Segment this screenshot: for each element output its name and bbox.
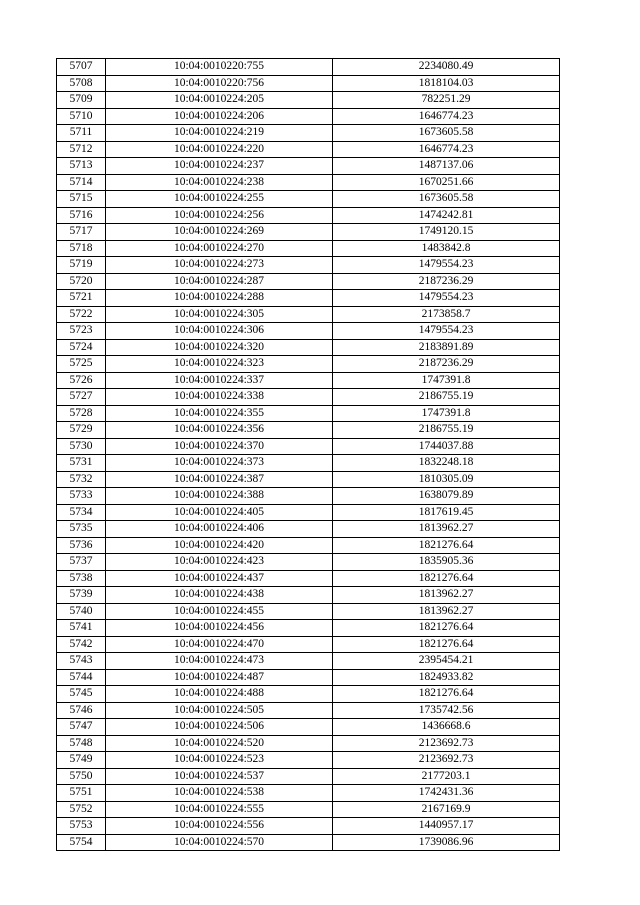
cadastral-number-cell: 10:04:0010224:506 bbox=[106, 719, 333, 736]
row-number-cell: 5743 bbox=[57, 653, 106, 670]
value-cell: 1479554.23 bbox=[333, 257, 560, 274]
table-row bbox=[57, 735, 560, 752]
value-cell: 1646774.23 bbox=[333, 141, 560, 158]
cadastral-number-cell: 10:04:0010224:205 bbox=[106, 92, 333, 109]
table-row bbox=[57, 455, 560, 472]
value-cell: 1824933.82 bbox=[333, 669, 560, 686]
cadastral-number-cell: 10:04:0010224:370 bbox=[106, 438, 333, 455]
row-number-cell: 5744 bbox=[57, 669, 106, 686]
row-number-cell: 5754 bbox=[57, 834, 106, 851]
table-row bbox=[57, 59, 560, 76]
cadastral-number-cell: 10:04:0010224:455 bbox=[106, 603, 333, 620]
row-number-cell: 5737 bbox=[57, 554, 106, 571]
table-row bbox=[57, 207, 560, 224]
cadastral-number-cell: 10:04:0010224:420 bbox=[106, 537, 333, 554]
row-number-cell: 5710 bbox=[57, 108, 106, 125]
row-number-cell: 5713 bbox=[57, 158, 106, 175]
table-row bbox=[57, 768, 560, 785]
table-row bbox=[57, 818, 560, 835]
value-cell: 1821276.64 bbox=[333, 620, 560, 637]
data-table bbox=[56, 58, 560, 851]
cadastral-number-cell: 10:04:0010224:323 bbox=[106, 356, 333, 373]
row-number-cell: 5728 bbox=[57, 405, 106, 422]
table-row bbox=[57, 224, 560, 241]
value-cell: 1440957.17 bbox=[333, 818, 560, 835]
value-cell: 1670251.66 bbox=[333, 174, 560, 191]
table-row bbox=[57, 174, 560, 191]
cadastral-number-cell: 10:04:0010224:206 bbox=[106, 108, 333, 125]
table-row bbox=[57, 636, 560, 653]
row-number-cell: 5745 bbox=[57, 686, 106, 703]
cadastral-number-cell: 10:04:0010224:556 bbox=[106, 818, 333, 835]
value-cell: 1744037.88 bbox=[333, 438, 560, 455]
table-row bbox=[57, 719, 560, 736]
table-row bbox=[57, 356, 560, 373]
cadastral-number-cell: 10:04:0010224:473 bbox=[106, 653, 333, 670]
table-row bbox=[57, 273, 560, 290]
row-number-cell: 5721 bbox=[57, 290, 106, 307]
table-row bbox=[57, 438, 560, 455]
row-number-cell: 5711 bbox=[57, 125, 106, 142]
value-cell: 1817619.45 bbox=[333, 504, 560, 521]
cadastral-number-cell: 10:04:0010224:320 bbox=[106, 339, 333, 356]
row-number-cell: 5738 bbox=[57, 570, 106, 587]
row-number-cell: 5746 bbox=[57, 702, 106, 719]
value-cell: 2187236.29 bbox=[333, 273, 560, 290]
row-number-cell: 5724 bbox=[57, 339, 106, 356]
value-cell: 1813962.27 bbox=[333, 521, 560, 538]
value-cell: 1673605.58 bbox=[333, 191, 560, 208]
table-row bbox=[57, 603, 560, 620]
row-number-cell: 5734 bbox=[57, 504, 106, 521]
value-cell: 2183891.89 bbox=[333, 339, 560, 356]
row-number-cell: 5720 bbox=[57, 273, 106, 290]
value-cell: 2173858.7 bbox=[333, 306, 560, 323]
row-number-cell: 5749 bbox=[57, 752, 106, 769]
row-number-cell: 5739 bbox=[57, 587, 106, 604]
cadastral-number-cell: 10:04:0010224:288 bbox=[106, 290, 333, 307]
table-row bbox=[57, 257, 560, 274]
cadastral-number-cell: 10:04:0010224:238 bbox=[106, 174, 333, 191]
table-row bbox=[57, 471, 560, 488]
row-number-cell: 5733 bbox=[57, 488, 106, 505]
cadastral-number-cell: 10:04:0010224:270 bbox=[106, 240, 333, 257]
table-row bbox=[57, 653, 560, 670]
table-row bbox=[57, 323, 560, 340]
table-row bbox=[57, 141, 560, 158]
value-cell: 1821276.64 bbox=[333, 570, 560, 587]
table-row bbox=[57, 92, 560, 109]
row-number-cell: 5707 bbox=[57, 59, 106, 76]
cadastral-number-cell: 10:04:0010224:337 bbox=[106, 372, 333, 389]
cadastral-number-cell: 10:04:0010224:219 bbox=[106, 125, 333, 142]
cadastral-number-cell: 10:04:0010224:423 bbox=[106, 554, 333, 571]
value-cell: 2187236.29 bbox=[333, 356, 560, 373]
table-row bbox=[57, 290, 560, 307]
row-number-cell: 5742 bbox=[57, 636, 106, 653]
value-cell: 1646774.23 bbox=[333, 108, 560, 125]
cadastral-number-cell: 10:04:0010224:388 bbox=[106, 488, 333, 505]
table-row bbox=[57, 752, 560, 769]
row-number-cell: 5719 bbox=[57, 257, 106, 274]
cadastral-number-cell: 10:04:0010224:373 bbox=[106, 455, 333, 472]
value-cell: 1474242.81 bbox=[333, 207, 560, 224]
table-row bbox=[57, 801, 560, 818]
table-row bbox=[57, 702, 560, 719]
cadastral-number-cell: 10:04:0010224:405 bbox=[106, 504, 333, 521]
cadastral-number-cell: 10:04:0010220:755 bbox=[106, 59, 333, 76]
cadastral-number-cell: 10:04:0010224:437 bbox=[106, 570, 333, 587]
cadastral-number-cell: 10:04:0010224:456 bbox=[106, 620, 333, 637]
row-number-cell: 5709 bbox=[57, 92, 106, 109]
row-number-cell: 5730 bbox=[57, 438, 106, 455]
row-number-cell: 5735 bbox=[57, 521, 106, 538]
table-body bbox=[57, 59, 560, 851]
cadastral-number-cell: 10:04:0010224:287 bbox=[106, 273, 333, 290]
row-number-cell: 5748 bbox=[57, 735, 106, 752]
value-cell: 2186755.19 bbox=[333, 389, 560, 406]
row-number-cell: 5718 bbox=[57, 240, 106, 257]
cadastral-number-cell: 10:04:0010220:756 bbox=[106, 75, 333, 92]
row-number-cell: 5726 bbox=[57, 372, 106, 389]
cadastral-number-cell: 10:04:0010224:555 bbox=[106, 801, 333, 818]
table-row bbox=[57, 405, 560, 422]
table-row bbox=[57, 75, 560, 92]
table-row bbox=[57, 554, 560, 571]
table-row bbox=[57, 834, 560, 851]
value-cell: 1818104.03 bbox=[333, 75, 560, 92]
value-cell: 1436668.6 bbox=[333, 719, 560, 736]
table-row bbox=[57, 587, 560, 604]
value-cell: 1813962.27 bbox=[333, 587, 560, 604]
cadastral-number-cell: 10:04:0010224:305 bbox=[106, 306, 333, 323]
cadastral-number-cell: 10:04:0010224:406 bbox=[106, 521, 333, 538]
table-row bbox=[57, 339, 560, 356]
cadastral-number-cell: 10:04:0010224:256 bbox=[106, 207, 333, 224]
cadastral-number-cell: 10:04:0010224:438 bbox=[106, 587, 333, 604]
cadastral-number-cell: 10:04:0010224:538 bbox=[106, 785, 333, 802]
table-row bbox=[57, 686, 560, 703]
row-number-cell: 5725 bbox=[57, 356, 106, 373]
row-number-cell: 5717 bbox=[57, 224, 106, 241]
table-row bbox=[57, 191, 560, 208]
row-number-cell: 5753 bbox=[57, 818, 106, 835]
row-number-cell: 5708 bbox=[57, 75, 106, 92]
row-number-cell: 5751 bbox=[57, 785, 106, 802]
row-number-cell: 5740 bbox=[57, 603, 106, 620]
row-number-cell: 5741 bbox=[57, 620, 106, 637]
cadastral-number-cell: 10:04:0010224:355 bbox=[106, 405, 333, 422]
cadastral-number-cell: 10:04:0010224:505 bbox=[106, 702, 333, 719]
row-number-cell: 5750 bbox=[57, 768, 106, 785]
table-row bbox=[57, 389, 560, 406]
value-cell: 1810305.09 bbox=[333, 471, 560, 488]
table-row bbox=[57, 504, 560, 521]
table-row bbox=[57, 240, 560, 257]
value-cell: 1479554.23 bbox=[333, 323, 560, 340]
value-cell: 2186755.19 bbox=[333, 422, 560, 439]
table-row bbox=[57, 570, 560, 587]
value-cell: 1821276.64 bbox=[333, 686, 560, 703]
table-row bbox=[57, 306, 560, 323]
value-cell: 782251.29 bbox=[333, 92, 560, 109]
row-number-cell: 5732 bbox=[57, 471, 106, 488]
cadastral-number-cell: 10:04:0010224:537 bbox=[106, 768, 333, 785]
cadastral-number-cell: 10:04:0010224:269 bbox=[106, 224, 333, 241]
cadastral-number-cell: 10:04:0010224:470 bbox=[106, 636, 333, 653]
cadastral-number-cell: 10:04:0010224:220 bbox=[106, 141, 333, 158]
table-row bbox=[57, 521, 560, 538]
value-cell: 2167169.9 bbox=[333, 801, 560, 818]
cadastral-number-cell: 10:04:0010224:488 bbox=[106, 686, 333, 703]
value-cell: 1638079.89 bbox=[333, 488, 560, 505]
value-cell: 1749120.15 bbox=[333, 224, 560, 241]
value-cell: 2177203.1 bbox=[333, 768, 560, 785]
value-cell: 1742431.36 bbox=[333, 785, 560, 802]
row-number-cell: 5752 bbox=[57, 801, 106, 818]
value-cell: 1739086.96 bbox=[333, 834, 560, 851]
cadastral-number-cell: 10:04:0010224:387 bbox=[106, 471, 333, 488]
row-number-cell: 5747 bbox=[57, 719, 106, 736]
table-row bbox=[57, 125, 560, 142]
cadastral-number-cell: 10:04:0010224:356 bbox=[106, 422, 333, 439]
value-cell: 1735742.56 bbox=[333, 702, 560, 719]
cadastral-number-cell: 10:04:0010224:237 bbox=[106, 158, 333, 175]
value-cell: 2123692.73 bbox=[333, 752, 560, 769]
table-row bbox=[57, 488, 560, 505]
value-cell: 1487137.06 bbox=[333, 158, 560, 175]
cadastral-number-cell: 10:04:0010224:487 bbox=[106, 669, 333, 686]
row-number-cell: 5736 bbox=[57, 537, 106, 554]
value-cell: 1673605.58 bbox=[333, 125, 560, 142]
value-cell: 1821276.64 bbox=[333, 636, 560, 653]
cadastral-number-cell: 10:04:0010224:273 bbox=[106, 257, 333, 274]
cadastral-number-cell: 10:04:0010224:306 bbox=[106, 323, 333, 340]
value-cell: 1813962.27 bbox=[333, 603, 560, 620]
table-row bbox=[57, 422, 560, 439]
row-number-cell: 5727 bbox=[57, 389, 106, 406]
value-cell: 2234080.49 bbox=[333, 59, 560, 76]
table-row bbox=[57, 620, 560, 637]
cadastral-number-cell: 10:04:0010224:570 bbox=[106, 834, 333, 851]
cadastral-number-cell: 10:04:0010224:520 bbox=[106, 735, 333, 752]
value-cell: 1835905.36 bbox=[333, 554, 560, 571]
value-cell: 1747391.8 bbox=[333, 405, 560, 422]
cadastral-number-cell: 10:04:0010224:338 bbox=[106, 389, 333, 406]
value-cell: 2123692.73 bbox=[333, 735, 560, 752]
value-cell: 1821276.64 bbox=[333, 537, 560, 554]
table-row bbox=[57, 158, 560, 175]
value-cell: 2395454.21 bbox=[333, 653, 560, 670]
cadastral-number-cell: 10:04:0010224:255 bbox=[106, 191, 333, 208]
row-number-cell: 5715 bbox=[57, 191, 106, 208]
row-number-cell: 5714 bbox=[57, 174, 106, 191]
row-number-cell: 5731 bbox=[57, 455, 106, 472]
cadastral-number-cell: 10:04:0010224:523 bbox=[106, 752, 333, 769]
value-cell: 1483842.8 bbox=[333, 240, 560, 257]
row-number-cell: 5716 bbox=[57, 207, 106, 224]
value-cell: 1832248.18 bbox=[333, 455, 560, 472]
row-number-cell: 5712 bbox=[57, 141, 106, 158]
table-row bbox=[57, 669, 560, 686]
table-row bbox=[57, 785, 560, 802]
value-cell: 1479554.23 bbox=[333, 290, 560, 307]
value-cell: 1747391.8 bbox=[333, 372, 560, 389]
row-number-cell: 5723 bbox=[57, 323, 106, 340]
row-number-cell: 5729 bbox=[57, 422, 106, 439]
row-number-cell: 5722 bbox=[57, 306, 106, 323]
table-row bbox=[57, 108, 560, 125]
table-row bbox=[57, 372, 560, 389]
table-row bbox=[57, 537, 560, 554]
